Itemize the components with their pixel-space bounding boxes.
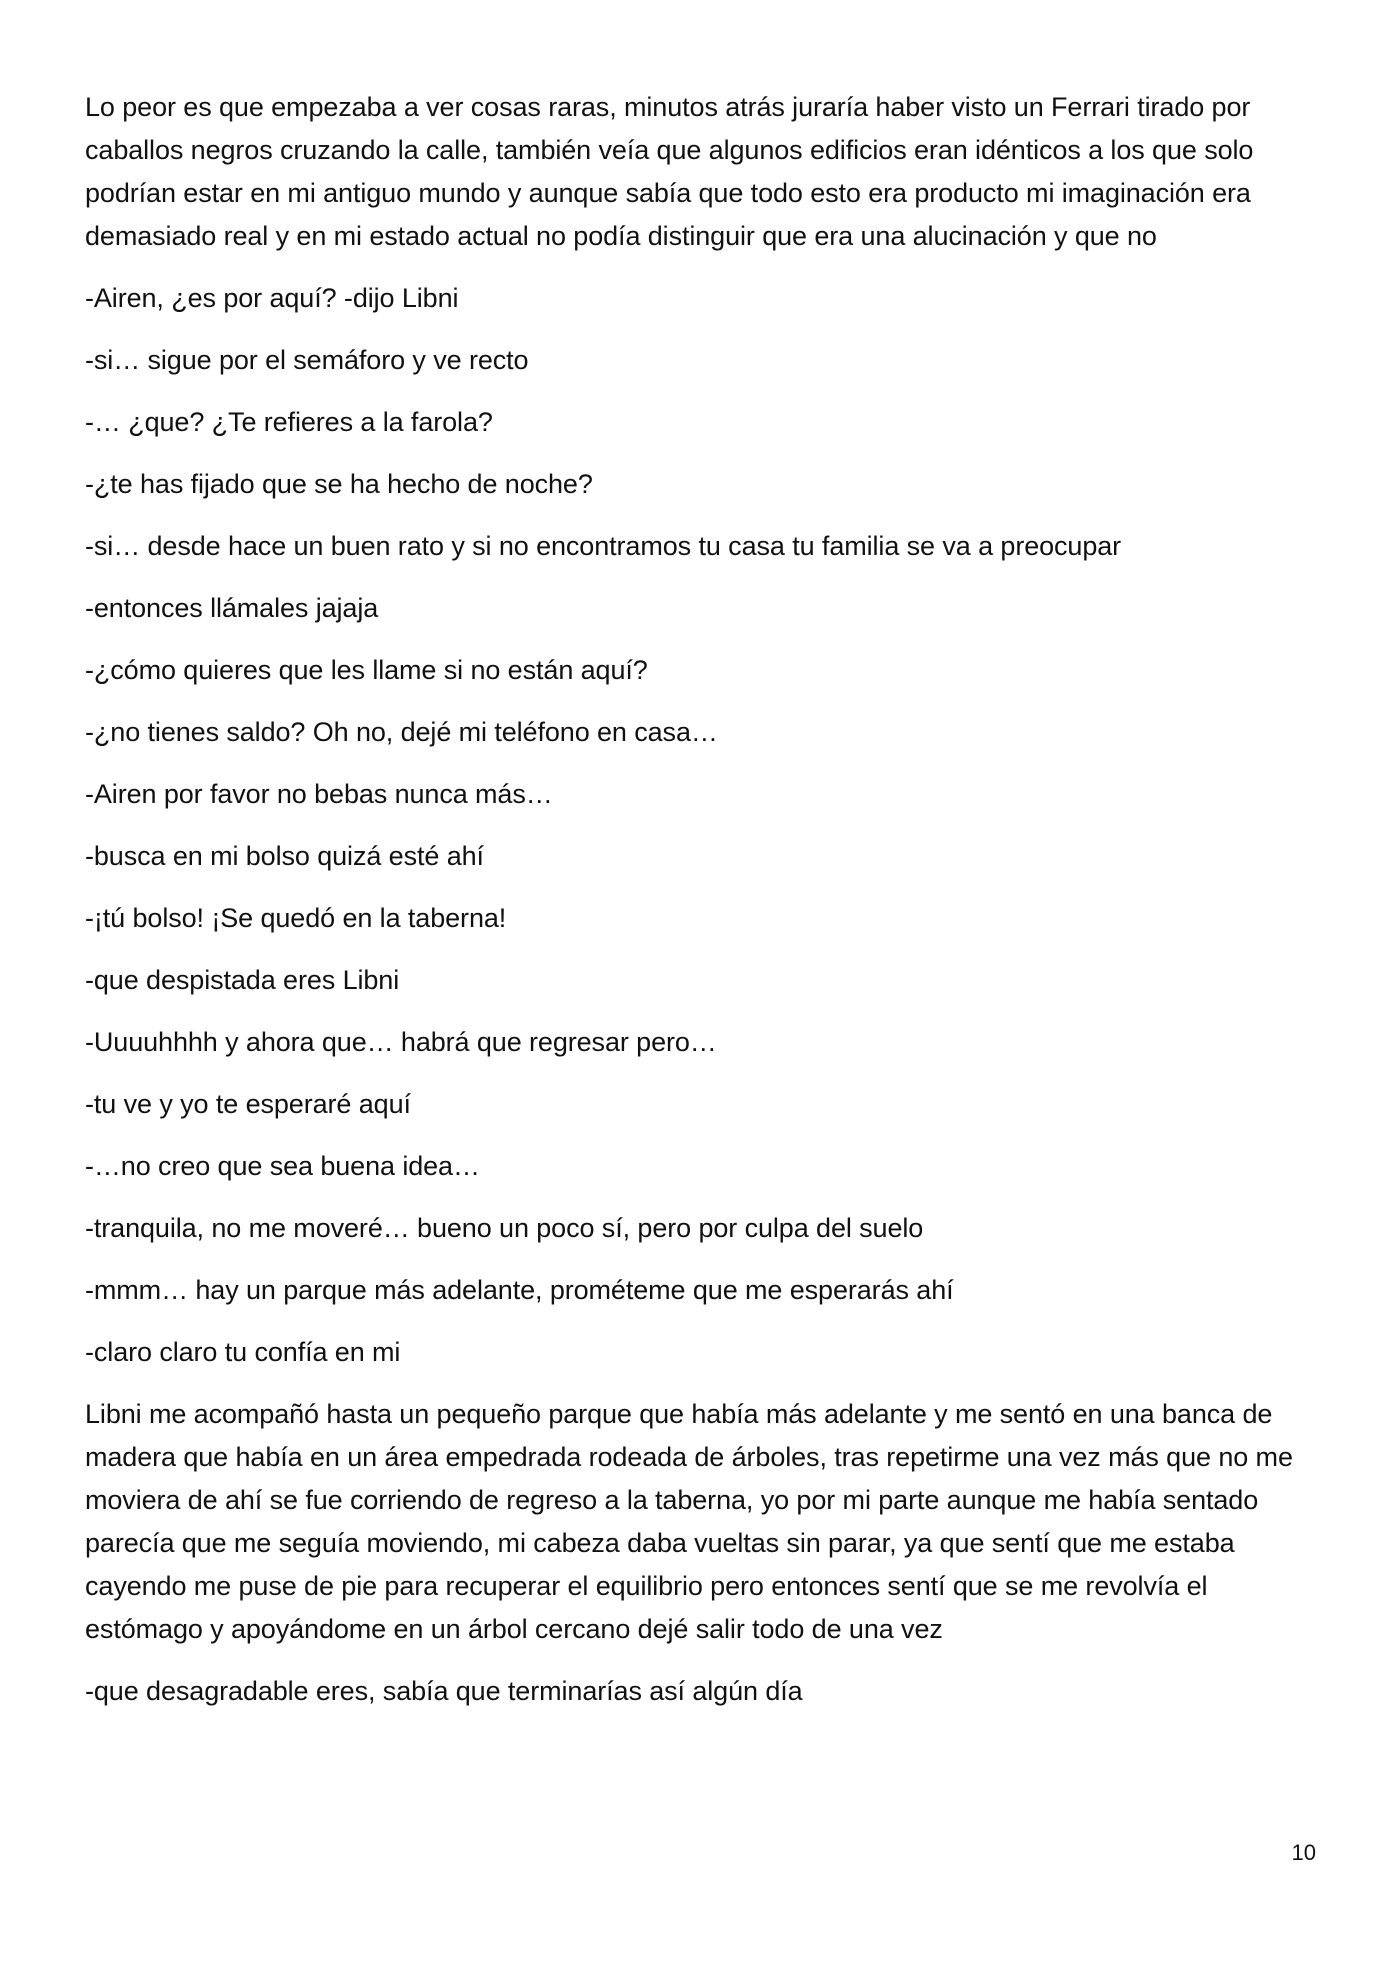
dialogue-line: -tu ve y yo te esperaré aquí xyxy=(85,1089,411,1119)
dialogue-line: -…no creo que sea buena idea… xyxy=(85,1151,480,1181)
paragraph: Libni me acompañó hasta un pequeño parque que había más adelante y me sentó en una banca de madera que había en un área empedrada rodeada de árboles, tras repetirme una vez más que no me moviera de ahí se fue corriendo de regreso a la taberna, yo por mi parte aunque me había sentado parecía que me seguía moviendo, mi cabeza daba vueltas sin parar, ya que sentí que me estaba cayendo me puse de pie para recuperar el equilibrio pero entonces sentí que se me revolvía el estómago y apoyándome en un árbol cercano dejé salir todo de una vez xyxy=(85,1399,1293,1644)
dialogue-line: -busca en mi bolso quizá esté ahí xyxy=(85,841,484,871)
dialogue-line: -claro claro tu confía en mi xyxy=(85,1337,401,1367)
dialogue-line: -Airen, ¿es por aquí? -dijo Libni xyxy=(85,283,459,313)
dialogue-line: -tranquila, no me moveré… bueno un poco sí, pero por culpa del suelo xyxy=(85,1213,924,1243)
paragraph: Lo peor es que empezaba a ver cosas raras, minutos atrás juraría haber visto un Ferrari tirado por caballos negros cruzando la calle, también veía que algunos edificios eran idénticos a los que solo podrían estar en mi antiguo mundo y aunque sabía que todo esto era producto mi imaginación era demasiado real y en mi estado actual no podía distinguir que era una alucinación y que no xyxy=(85,92,1254,251)
dialogue-line: -Uuuuhhhh y ahora que… habrá que regresar pero… xyxy=(85,1027,717,1057)
dialogue-line: -¡tú bolso! ¡Se quedó en la taberna! xyxy=(85,903,507,933)
dialogue-line: -si… desde hace un buen rato y si no encontramos tu casa tu familia se va a preocupar xyxy=(85,531,1122,561)
dialogue-line: -… ¿que? ¿Te refieres a la farola? xyxy=(85,407,493,437)
dialogue-line: -¿cómo quieres que les llame si no están aquí? xyxy=(85,655,648,685)
dialogue-line: -¿no tienes saldo? Oh no, dejé mi teléfono en casa… xyxy=(85,717,718,747)
dialogue-line: -que desagradable eres, sabía que terminarías así algún día xyxy=(85,1676,803,1706)
page-body xyxy=(85,86,1325,1713)
dialogue-line: -si… sigue por el semáforo y ve recto xyxy=(85,345,529,375)
dialogue-line: -que despistada eres Libni xyxy=(85,965,400,995)
page-number: 10 xyxy=(1291,1840,1316,1865)
dialogue-line: -¿te has fijado que se ha hecho de noche? xyxy=(85,469,593,499)
dialogue-line: -entonces llámales jajaja xyxy=(85,593,379,623)
dialogue-line: -mmm… hay un parque más adelante, prométeme que me esperarás ahí xyxy=(85,1275,954,1305)
dialogue-line: -Airen por favor no bebas nunca más… xyxy=(85,779,553,809)
